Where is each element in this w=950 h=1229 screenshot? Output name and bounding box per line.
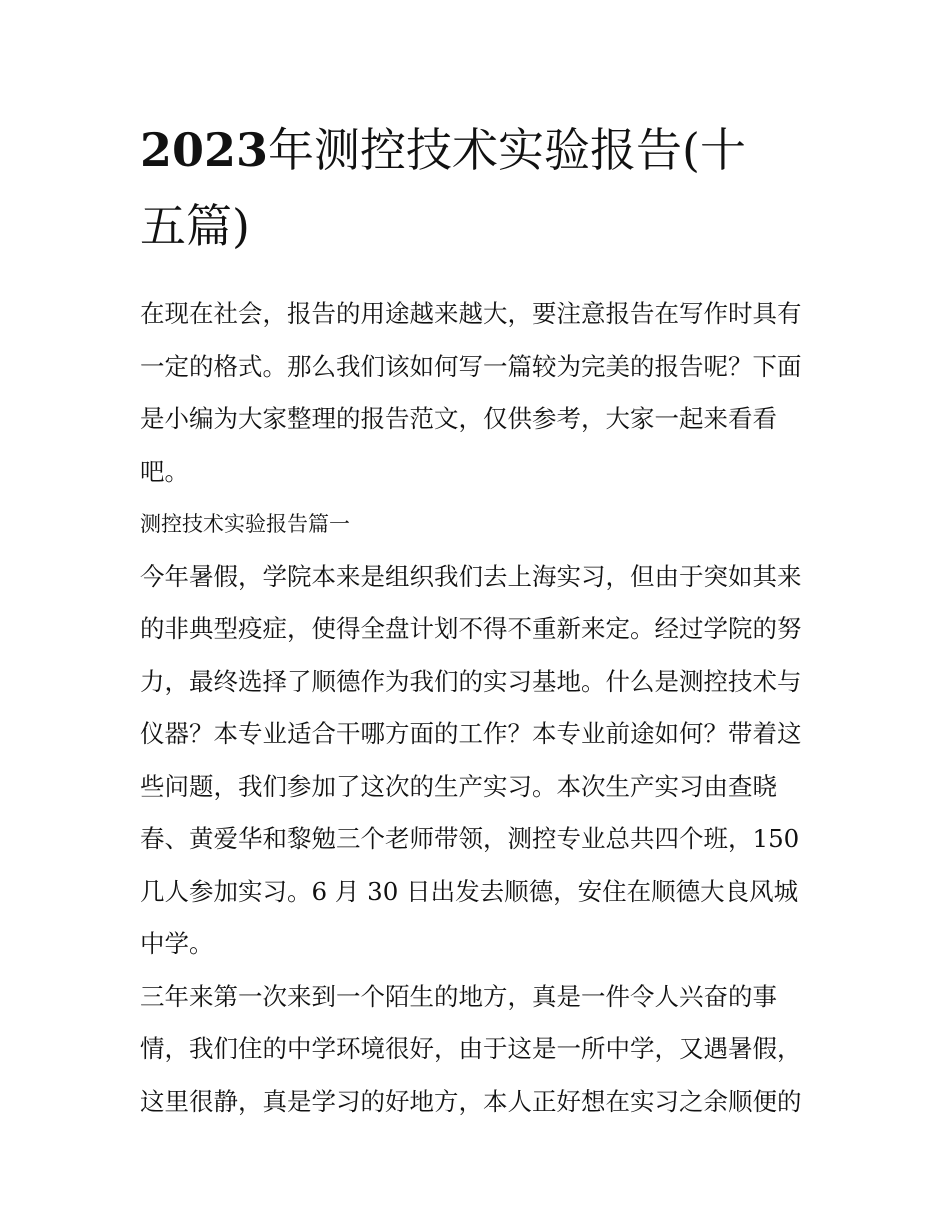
document-title (140, 112, 820, 264)
title-line-1: 2023年测控技术实验报告(十 (140, 123, 746, 177)
body-paragraph-2: 三年来第一次来到一个陌生的地方，真是一件令人兴奋的事 情，我们住的中学环境很好，由于这是一所中学，又遇暑假， 这里很静，真是学习的好地方，本人正好想在实习之余顺便的 (140, 981, 802, 1116)
body-paragraph-1: 今年暑假，学院本来是组织我们去上海实习，但由于突如其来 的非典型疫症，使得全盘计划不得不重新来定。经过学院的努 力，最终选择了顺德作为我们的实习基地。什么是测控技术与 仪器？本专业适合干哪方面的工作？本专业前途如何？带着这 些问题，我们参加了这次的生产实习。本次生产实习由查晓 春、黄爱华和黎勉三个老师带领，测控专业总共四个班，150 几人参加实习。6 月 30 日出发去顺德，安住在顺德大良风城 中学。 (140, 561, 802, 958)
intro-paragraph: 在现在社会，报告的用途越来越大，要注意报告在写作时具有 一定的格式。那么我们该如何写一篇较为完美的报告呢？下面 是小编为大家整理的报告范文，仅供参考，大家一起来看看 吧。 (140, 299, 802, 486)
document-body (140, 112, 820, 1128)
section-heading: 测控技术实验报告篇一 (140, 512, 350, 536)
title-line-2: 五篇) (140, 199, 250, 253)
